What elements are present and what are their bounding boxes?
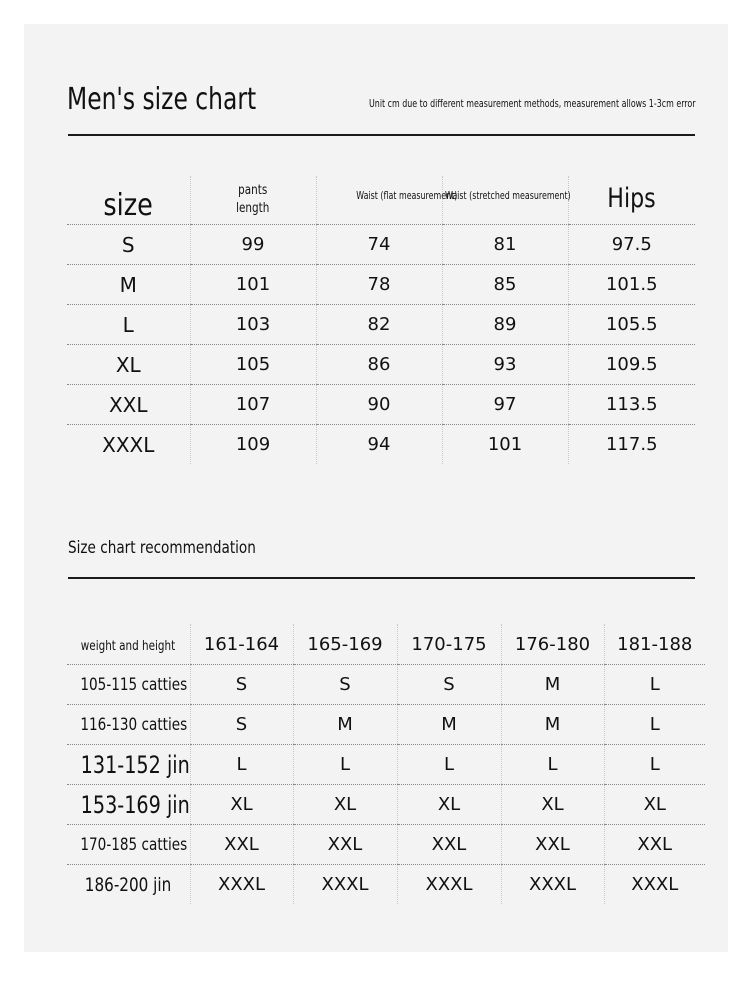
table-row [67, 745, 705, 785]
weight-label [67, 705, 190, 745]
weight-label [67, 865, 190, 905]
table-row [67, 865, 705, 905]
cell-pants-length: 101 [190, 265, 316, 305]
size-cell: L [604, 665, 705, 705]
size-cell: S [293, 665, 397, 705]
table-row [67, 425, 695, 465]
cell-waist-flat: 86 [316, 345, 442, 385]
size-cell: L [190, 745, 293, 785]
size-cell: XL [604, 785, 705, 825]
recommendation-header [67, 624, 705, 665]
page-title: Men's size chart [67, 82, 257, 117]
weight-label-text: 131-152 jin [80, 750, 190, 779]
table-row [67, 825, 705, 865]
cell-pants-length: 109 [190, 425, 316, 465]
table-row [67, 665, 705, 705]
cell-waist-stretched: 81 [442, 225, 568, 265]
height-header: 165-169 [293, 624, 397, 665]
size-cell: S [397, 665, 501, 705]
size-cell: XXXL [501, 865, 604, 905]
unit-note: Unit cm due to different measurement methods, measurement allows 1-3cm error [369, 97, 696, 110]
cell-size: M [67, 265, 190, 305]
recommendation-divider [68, 577, 695, 579]
size-measurement-table [67, 176, 695, 464]
cell-hips: 97.5 [568, 225, 695, 265]
col-header-waist-flat-label: Waist (flat measurement) [355, 189, 457, 202]
cell-waist-stretched: 93 [442, 345, 568, 385]
size-recommendation-table [67, 624, 705, 904]
title-divider [68, 134, 695, 136]
cell-size: XL [67, 345, 190, 385]
cell-hips: 101.5 [568, 265, 695, 305]
col-header-waist-flat [316, 176, 457, 225]
size-cell: M [501, 665, 604, 705]
table-row [67, 305, 695, 345]
col-header-waist-stretched-label: Waist (stretched measurement) [444, 189, 571, 202]
size-cell: L [501, 745, 604, 785]
size-cell: XL [501, 785, 604, 825]
table-row [67, 265, 695, 305]
corner-label [67, 624, 190, 665]
pants-line1: pants [238, 183, 268, 198]
cell-size: XXXL [102, 432, 155, 457]
weight-label-text: 153-169 jin [80, 790, 190, 819]
table-row [67, 385, 695, 425]
size-cell: XXXL [604, 865, 705, 905]
cell-waist-flat: 74 [316, 225, 442, 265]
cell-waist-flat: 94 [316, 425, 442, 465]
size-cell: S [190, 665, 293, 705]
height-header: 181-188 [604, 624, 705, 665]
cell-waist-stretched: 89 [442, 305, 568, 345]
height-header: 161-164 [190, 624, 293, 665]
weight-label [67, 785, 190, 825]
size-cell: XXL [397, 825, 501, 865]
size-cell: S [190, 705, 293, 745]
cell-waist-flat: 82 [316, 305, 442, 345]
weight-label [67, 745, 190, 785]
weight-label [67, 665, 190, 705]
cell-hips: 113.5 [568, 385, 695, 425]
size-cell: L [604, 745, 705, 785]
size-cell: L [397, 745, 501, 785]
cell-size: L [67, 305, 190, 345]
size-cell: M [397, 705, 501, 745]
size-cell: M [293, 705, 397, 745]
col-header-waist-stretched [442, 176, 571, 225]
cell-waist-stretched: 101 [442, 425, 568, 465]
cell-pants-length: 103 [190, 305, 316, 345]
col-header-hips-label: Hips [607, 182, 656, 214]
weight-label-text: 116-130 catties [80, 715, 188, 735]
col-header-pants-length [190, 176, 316, 225]
cell-waist-stretched: 85 [442, 265, 568, 305]
size-cell: XL [293, 785, 397, 825]
cell-pants-length: 105 [190, 345, 316, 385]
table-row [67, 705, 705, 745]
size-cell: XXXL [190, 865, 293, 905]
cell-waist-flat: 78 [316, 265, 442, 305]
size-cell: L [604, 705, 705, 745]
col-header-hips [568, 176, 695, 225]
cell-hips: 105.5 [568, 305, 695, 345]
cell-hips: 117.5 [568, 425, 695, 465]
weight-label-text: 105-115 catties [80, 675, 188, 695]
weight-label [67, 825, 190, 865]
table-row [67, 785, 705, 825]
cell-size: S [67, 225, 190, 265]
size-cell: L [293, 745, 397, 785]
cell-hips: 109.5 [568, 345, 695, 385]
size-cell: XXL [293, 825, 397, 865]
col-header-pants-length-label [236, 182, 269, 218]
size-cell: XXL [190, 825, 293, 865]
table-row [67, 225, 695, 265]
height-header: 176-180 [501, 624, 604, 665]
pants-line2: length [236, 201, 270, 216]
cell-waist-flat: 90 [316, 385, 442, 425]
size-cell: XXL [604, 825, 705, 865]
recommendation-title: Size chart recommendation [68, 538, 256, 558]
cell-pants-length: 99 [190, 225, 316, 265]
size-cell: M [501, 705, 604, 745]
corner-label-text: weight and height [81, 638, 176, 654]
size-cell: XXL [501, 825, 604, 865]
col-header-size-label: size [103, 187, 153, 223]
table-row [67, 345, 695, 385]
cell-size: XXL [67, 385, 190, 425]
size-table-header [67, 176, 695, 225]
size-cell: XL [397, 785, 501, 825]
cell-pants-length: 107 [190, 385, 316, 425]
cell-waist-stretched: 97 [442, 385, 568, 425]
size-cell: XL [190, 785, 293, 825]
col-header-size [67, 176, 190, 225]
size-cell: XXXL [293, 865, 397, 905]
size-cell: XXXL [397, 865, 501, 905]
weight-label-text: 170-185 catties [80, 835, 188, 855]
height-header: 170-175 [397, 624, 501, 665]
weight-label-text: 186-200 jin [85, 873, 172, 896]
